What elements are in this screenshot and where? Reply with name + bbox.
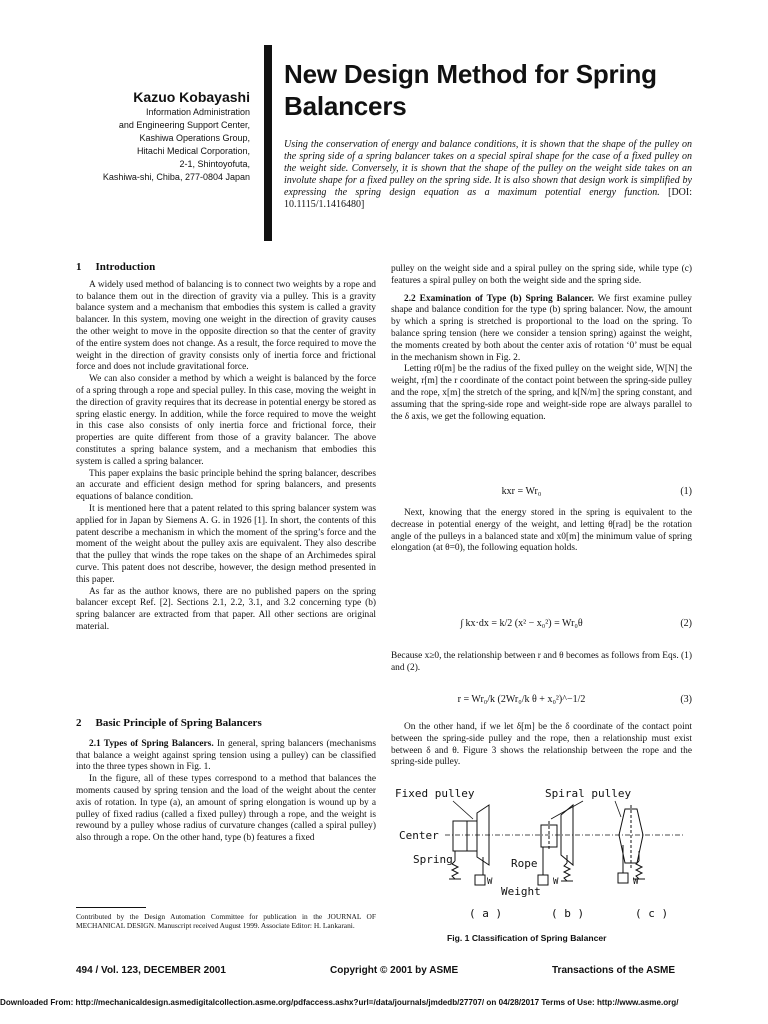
equation-3: r = Wr₀/k (2Wr₀/k θ + x₀²)^−1/2 (3) xyxy=(457,694,692,705)
label-fixed-pulley: Fixed pulley xyxy=(395,787,475,800)
footer-page-info: 494 / Vol. 123, DECEMBER 2001 xyxy=(76,965,226,976)
left-column xyxy=(76,262,376,634)
paragraph: Because x≥0, the relationship between r and θ becomes as follows from Eqs. (1) and (2). xyxy=(391,651,692,673)
affiliation-line: Hitachi Medical Corporation, xyxy=(136,146,250,156)
paragraph: On the other hand, if we let δ[m] be the δ coordinate of the contact point between the spring-side pulley and the rope, then a relationship must exist between δ and θ. Figure 3 shows the relationship between the rope and the spring-side pulley. xyxy=(391,722,692,768)
right-column-p3 xyxy=(391,508,692,555)
section-heading-1: 1 Introduction xyxy=(76,261,156,273)
label-rope: Rope xyxy=(511,857,538,870)
affiliation-line: Kashiwa Operations Group, xyxy=(139,133,250,143)
equation-2: ∫ kx·dx = k/2 (x² − x₀²) = Wr₀θ (2) xyxy=(460,618,692,629)
paragraph: This paper explains the basic principle behind the spring balancer, describes an accurate and efficient design method for spring balancers, and presents equations of balance condition. xyxy=(76,468,376,503)
title-bar-rule xyxy=(264,45,272,241)
label-spring: Spring xyxy=(413,853,453,866)
paper-title: New Design Method for Spring Balancers xyxy=(284,59,657,121)
paragraph: Next, knowing that the energy stored in the spring is equivalent to the decrease in potential energy of the weight, and letting θ[rad] be the rotation angle of the pulleys in a balanced state and x0[m] the minimum value of spring elongation (at θ=0), the following equation holds. xyxy=(391,508,692,554)
affiliation-line: Kashiwa-shi, Chiba, 277-0804 Japan xyxy=(102,172,250,182)
weight-label-b: W xyxy=(553,877,559,887)
paragraph: Letting r0[m] be the radius of the fixed pulley on the weight side, W[N] the weight, r[m] the r coordinate of the contact point between the spring-side pulley and the rope, x[m] the stretch of the spring, and k[N/m] the spring constant, and assuming that the spring-side rope and weight-side rope are always parallel to the δ axis, we get the following equation. xyxy=(391,364,692,422)
panel-label-c: ( c ) xyxy=(635,907,669,920)
paragraph: It is mentioned here that a patent related to this spring balancer system was applied for in Japan by Siemens A. G. in 1926 [1]. In short, the contents of this patent describe a mechanism in which the moment of the spring’s force and the moment of the weight about the pulley axis are equivalent. They also describe that the pulley that winds the rope takes on the shape of an Archimedes spiral curve. This patent does not describe, however, the design method presented in this paper. xyxy=(76,503,376,585)
weight-label-c: W xyxy=(633,877,639,887)
footnote: Contributed by the Design Automation Committee for publication in the JOURNAL OF MECHANICAL DESIGN. Manuscript received August 1999. Associate Editor: H. Lankarani. xyxy=(76,912,376,930)
footer-copyright: Copyright © 2001 by ASME xyxy=(330,965,459,976)
affiliation-line: 2-1, Shintoyofuta, xyxy=(179,159,250,169)
download-notice: Downloaded From: http://mechanicaldesign.asmedigitalcollection.asme.org/pdfaccess.ashx?url=/data/journals/jmdedb/27707/ on 04/28/2017 Terms of Use: http://www.asme.org/ xyxy=(0,998,679,1007)
doi: [DOI: 10.1115/1.1416480] xyxy=(284,187,693,210)
subsection-heading-2-2: 2.2 Examination of Type (b) Spring Balancer. xyxy=(404,293,594,304)
label-center: Center xyxy=(399,829,439,842)
panel-a-mechanism xyxy=(449,805,489,885)
paragraph: 2.1 Types of Spring Balancers. In general, spring balancers (mechanisms that balance a weight against spring tension using a pulley) can be classified into the three types shown in Fig. 1. xyxy=(76,738,376,773)
abstract-text: Using the conservation of energy and balance conditions, it is shown that the shape of the pulley on the spring side of a spring balancer takes on a special spiral shape for the case of a fixed pulley on the weight side. Conversely, it is shown that the shape of the pulley on the weight side takes on an involute shape for a fixed pulley on the spring side. It is also shown that design work is simplified by expressing the spring design equation as a maximum potential energy function. xyxy=(284,139,692,198)
weight-label-a: W xyxy=(487,877,493,887)
paragraph: A widely used method of balancing is to connect two weights by a rope and to balance them out in the direction of gravity via a pulley. This is a gravity balance system and a mechanism that embodies this system is called a gravity balancer. In this system, moving one weight in the direction of gravity causes the other weight to move in the opposite direction so that the center of gravity of the entire system does not change. As a result, the force required to move the weight in the direction of gravity consists only of inertia force and frictional force and does not include gravitational force. xyxy=(76,279,376,373)
figure-caption: Fig. 1 Classification of Spring Balancer xyxy=(447,933,607,943)
right-column-p5 xyxy=(391,722,692,769)
paragraph: We can also consider a method by which a weight is balanced by the force of a spring through a rope and special pulley. In this case, moving the weight in the direction of gravity requires that its decrease in potential energy be stored as spring elastic energy. In addition, while the force required to move the weight in this case also consists of only inertia force and frictional force, their properties are quite different from those of a gravity balancer. The above constitutes a spring balance system, and a mechanism that embodies this system is called a spring balancer. xyxy=(76,374,376,467)
right-column-p4 xyxy=(391,651,692,675)
paragraph: As far as the author knows, there are no published papers on the spring balancer except Ref. [2]. Sections 2.1, 2.2, 3.1, and 3.2 concerning type (b) spring balancer are extracted from that paper. All other sections are original material. xyxy=(76,586,376,632)
author-name: Kazuo Kobayashi xyxy=(133,89,250,105)
affiliation-line: and Engineering Support Center, xyxy=(118,120,250,130)
subsection-heading-2-1: 2.1 Types of Spring Balancers. xyxy=(89,738,214,749)
section-heading-2: 2 Basic Principle of Spring Balancers xyxy=(76,717,262,729)
footnote-rule xyxy=(76,907,146,908)
label-spiral-pulley: Spiral pulley xyxy=(545,787,632,800)
left-column-section2 xyxy=(76,718,376,845)
paragraph: 2.2 Examination of Type (b) Spring Balancer. We first examine pulley shape and balance condition for the type (b) spring balancer. Now, the amount by which a spring is stretched is proportional to the load on the spring. To balance spring tension (here we consider a tension spring) against the weight, the moments created by both about the center axis of rotation ‘0’ must be equal in the mechanism shown in Fig. 2. xyxy=(391,293,692,363)
right-column xyxy=(391,264,692,423)
abstract xyxy=(284,139,692,211)
figure-1-diagram xyxy=(393,785,693,925)
author-block xyxy=(100,88,250,184)
affiliation-line: Information Administration xyxy=(145,107,250,117)
panel-c-mechanism xyxy=(618,805,645,883)
footer-journal: Transactions of the ASME xyxy=(552,965,675,976)
paragraph: In the figure, all of these types correspond to a method that balances the moments caused by spring tension and the load of the weight about the center axis of rotation. In type (a), an amount of spring elongation is wound up by a pulley of fixed radius (called a fixed pulley) through a rope, and the weight is rewound by a pulley whose radius of curvature changes (called a spiral pulley) also through a rope. On the other hand, type (b) features a fixed xyxy=(76,774,376,844)
panel-label-a: ( a ) xyxy=(469,907,503,920)
paragraph: pulley on the weight side and a spiral pulley on the spring side, while type (c) features a spiral pulley on both the weight side and the spring side. xyxy=(391,264,692,286)
panel-b-mechanism xyxy=(538,805,573,885)
equation-1: kxr = Wr₀ (1) xyxy=(501,486,692,497)
panel-label-b: ( b ) xyxy=(551,907,585,920)
label-weight: Weight xyxy=(501,885,541,898)
